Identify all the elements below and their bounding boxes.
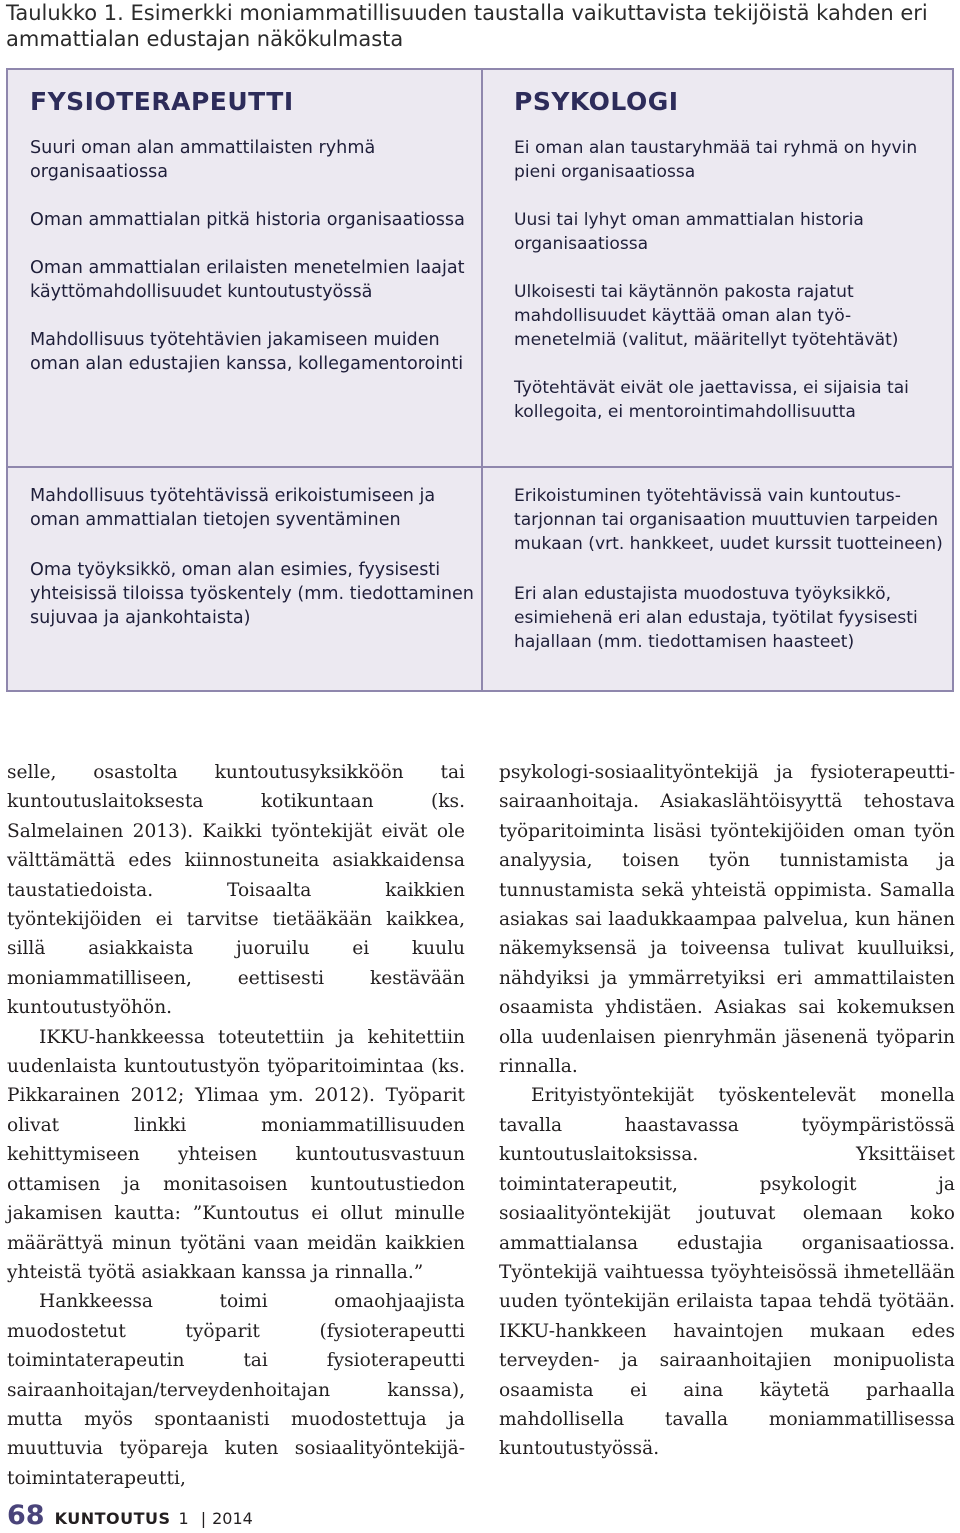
table-cell-psykologi-bottom [481, 466, 954, 692]
table-cell-fysioterapeutti-bottom [6, 466, 483, 692]
column-header-fysioterapeutti: FYSIOTERAPEUTTI [30, 87, 294, 116]
table-item: Mahdollisuus työtehtävissä erikoistumiseen ja oman ammattialan tietojen syventäminen [30, 486, 436, 530]
body-column-left [7, 758, 465, 1493]
issue-number: 1 [178, 1509, 189, 1528]
column-header-psykologi: PSYKOLOGI [514, 87, 679, 116]
body-paragraph: Hankkeessa toimi omaohjaajista muodostetut työparit (fysioterapeutti toimintaterapeutin tai fysioterapeutti sairaanhoitajan/terveydenhoitajan kanssa), mutta myös spontaanisti muodostettuja ja muuttuvia työpareja kuten sosiaalityöntekijä-toimintaterapeutti, [7, 1291, 465, 1489]
table-item: Oma työyksikkö, oman alan esimies, fyysisesti yhteisissä tiloissa työskentely (mm. tiedottaminen sujuvaa ja ajankohtaista) [30, 560, 474, 628]
page-footer [7, 1500, 253, 1531]
body-paragraph: selle, osastolta kuntoutusyksikköön tai kuntoutuslaitoksesta kotikuntaan (ks. Salmelainen 2013). Kaikki työntekijät eivät ole välttämättä edes kiinnostuneita asiakkaidensa taustatiedoista. Toisaalta kaikkien työntekijöiden ei tarvitse tietääkään kaikkea, sillä asiakkaista juoruilu ei kuulu moniammatilliseen, eettisesti kestävään kuntoutustyöhön. [7, 762, 465, 1019]
body-paragraph: IKKU-hankkeessa toteutettiin ja kehitettiin uudenlaista kuntoutustyön työparitoimintaa (ks. Pikkarainen 2012; Ylimaa ym. 2012). Työparit olivat linkki moniammatillisuuden kehittymiseen yhteisen kuntoutusvastuun ottamisen ja monitasoisen kuntoutustiedon jakamisen kautta: ”Kuntoutus ei ollut minulle määrättyä minun työtäni vaan meidän kaikkien yhteistä työtä asiakkaan kanssa ja rinnalla.” [7, 1026, 465, 1283]
page-number: 68 [7, 1500, 45, 1531]
table-item: Eri alan edustajista muodostuva työyksikkö, esimiehenä eri alan edustaja, työtilat fyysisesti hajallaan (mm. tiedottamisen haasteet) [514, 584, 918, 652]
body-column-right [499, 758, 955, 1464]
table-cell-psykologi-top [481, 68, 954, 468]
table-item: Uusi tai lyhyt oman ammattialan historia organisaatiossa [514, 210, 864, 254]
table-item: Oman ammattialan erilaisten menetelmien laajat käyttömahdollisuudet kuntoutustyössä [30, 258, 465, 302]
magazine-name: KUNTOUTUS [54, 1509, 171, 1528]
table-item: Mahdollisuus työtehtävien jakamiseen muiden oman alan edustajien kanssa, kollegamentorointi [30, 330, 464, 374]
comparison-table [6, 68, 954, 692]
table-item: Ulkoisesti tai käytännön pakosta rajatut mahdollisuudet käyttää oman alan työ-menetelmiä (valitut, määritellyt työtehtävät) [514, 282, 899, 350]
table-item: Suuri oman alan ammattilaisten ryhmä organisaatiossa [30, 138, 376, 182]
footer-separator: | [200, 1509, 207, 1528]
table-item: Erikoistuminen työtehtävissä vain kuntoutus-tarjonnan tai organisaation muuttuvien tarpeiden mukaan (vrt. hankkeet, uudet kurssit tuotteineen) [514, 486, 943, 554]
table-item: Työtehtävät eivät ole jaettavissa, ei sijaisia tai kollegoita, ei mentorointimahdollisuutta [514, 378, 909, 422]
table-caption: Taulukko 1. Esimerkki moniammatillisuuden taustalla vaikuttavista tekijöistä kahden eri ammattialan edustajan näkökulmasta [6, 1, 928, 51]
publication-year: 2014 [212, 1509, 253, 1528]
table-item: Ei oman alan taustaryhmää tai ryhmä on hyvin pieni organisaatiossa [514, 138, 918, 182]
table-cell-fysioterapeutti-top [6, 68, 483, 468]
body-paragraph: psykologi-sosiaalityöntekijä ja fysioterapeutti-sairaanhoitaja. Asiakaslähtöisyyttä tehostava työparitoiminta lisäsi työntekijöiden oman työn analyysia, toisen työn tunnistamista ja tunnustamista sekä yhteistä oppimista. Samalla asiakas sai laadukkaampaa palvelua, kun hänen näkemyksensä ja toiveensa tulivat kuulluiksi, nähdyiksi ja ymmärretyiksi eri ammattilaisten osaamista yhdistäen. Asiakas sai kokemuksen olla uudenlaisen pienryhmän jäsenenä työparin rinnalla. [499, 762, 955, 1078]
table-item: Oman ammattialan pitkä historia organisaatiossa [30, 210, 465, 230]
body-paragraph: Erityistyöntekijät työskentelevät monella tavalla haastavassa työympäristössä kuntoutuslaitoksissa. Yksittäiset toimintaterapeutit, psykologit ja sosiaalityöntekijät joutuvat olemaan koko ammattialansa edustajia organisaatiossa. Työntekijä vaihtuessa työyhteisössä ihmetellään uuden työntekijän erilaista tapaa tehdä työtään. IKKU-hankkeen havaintojen mukaan edes terveyden- ja sairaanhoitajien monipuolista osaamista ei aina käytetä parhaalla mahdollisella tavalla moniammatillisessa kuntoutustyössä. [499, 1085, 955, 1460]
